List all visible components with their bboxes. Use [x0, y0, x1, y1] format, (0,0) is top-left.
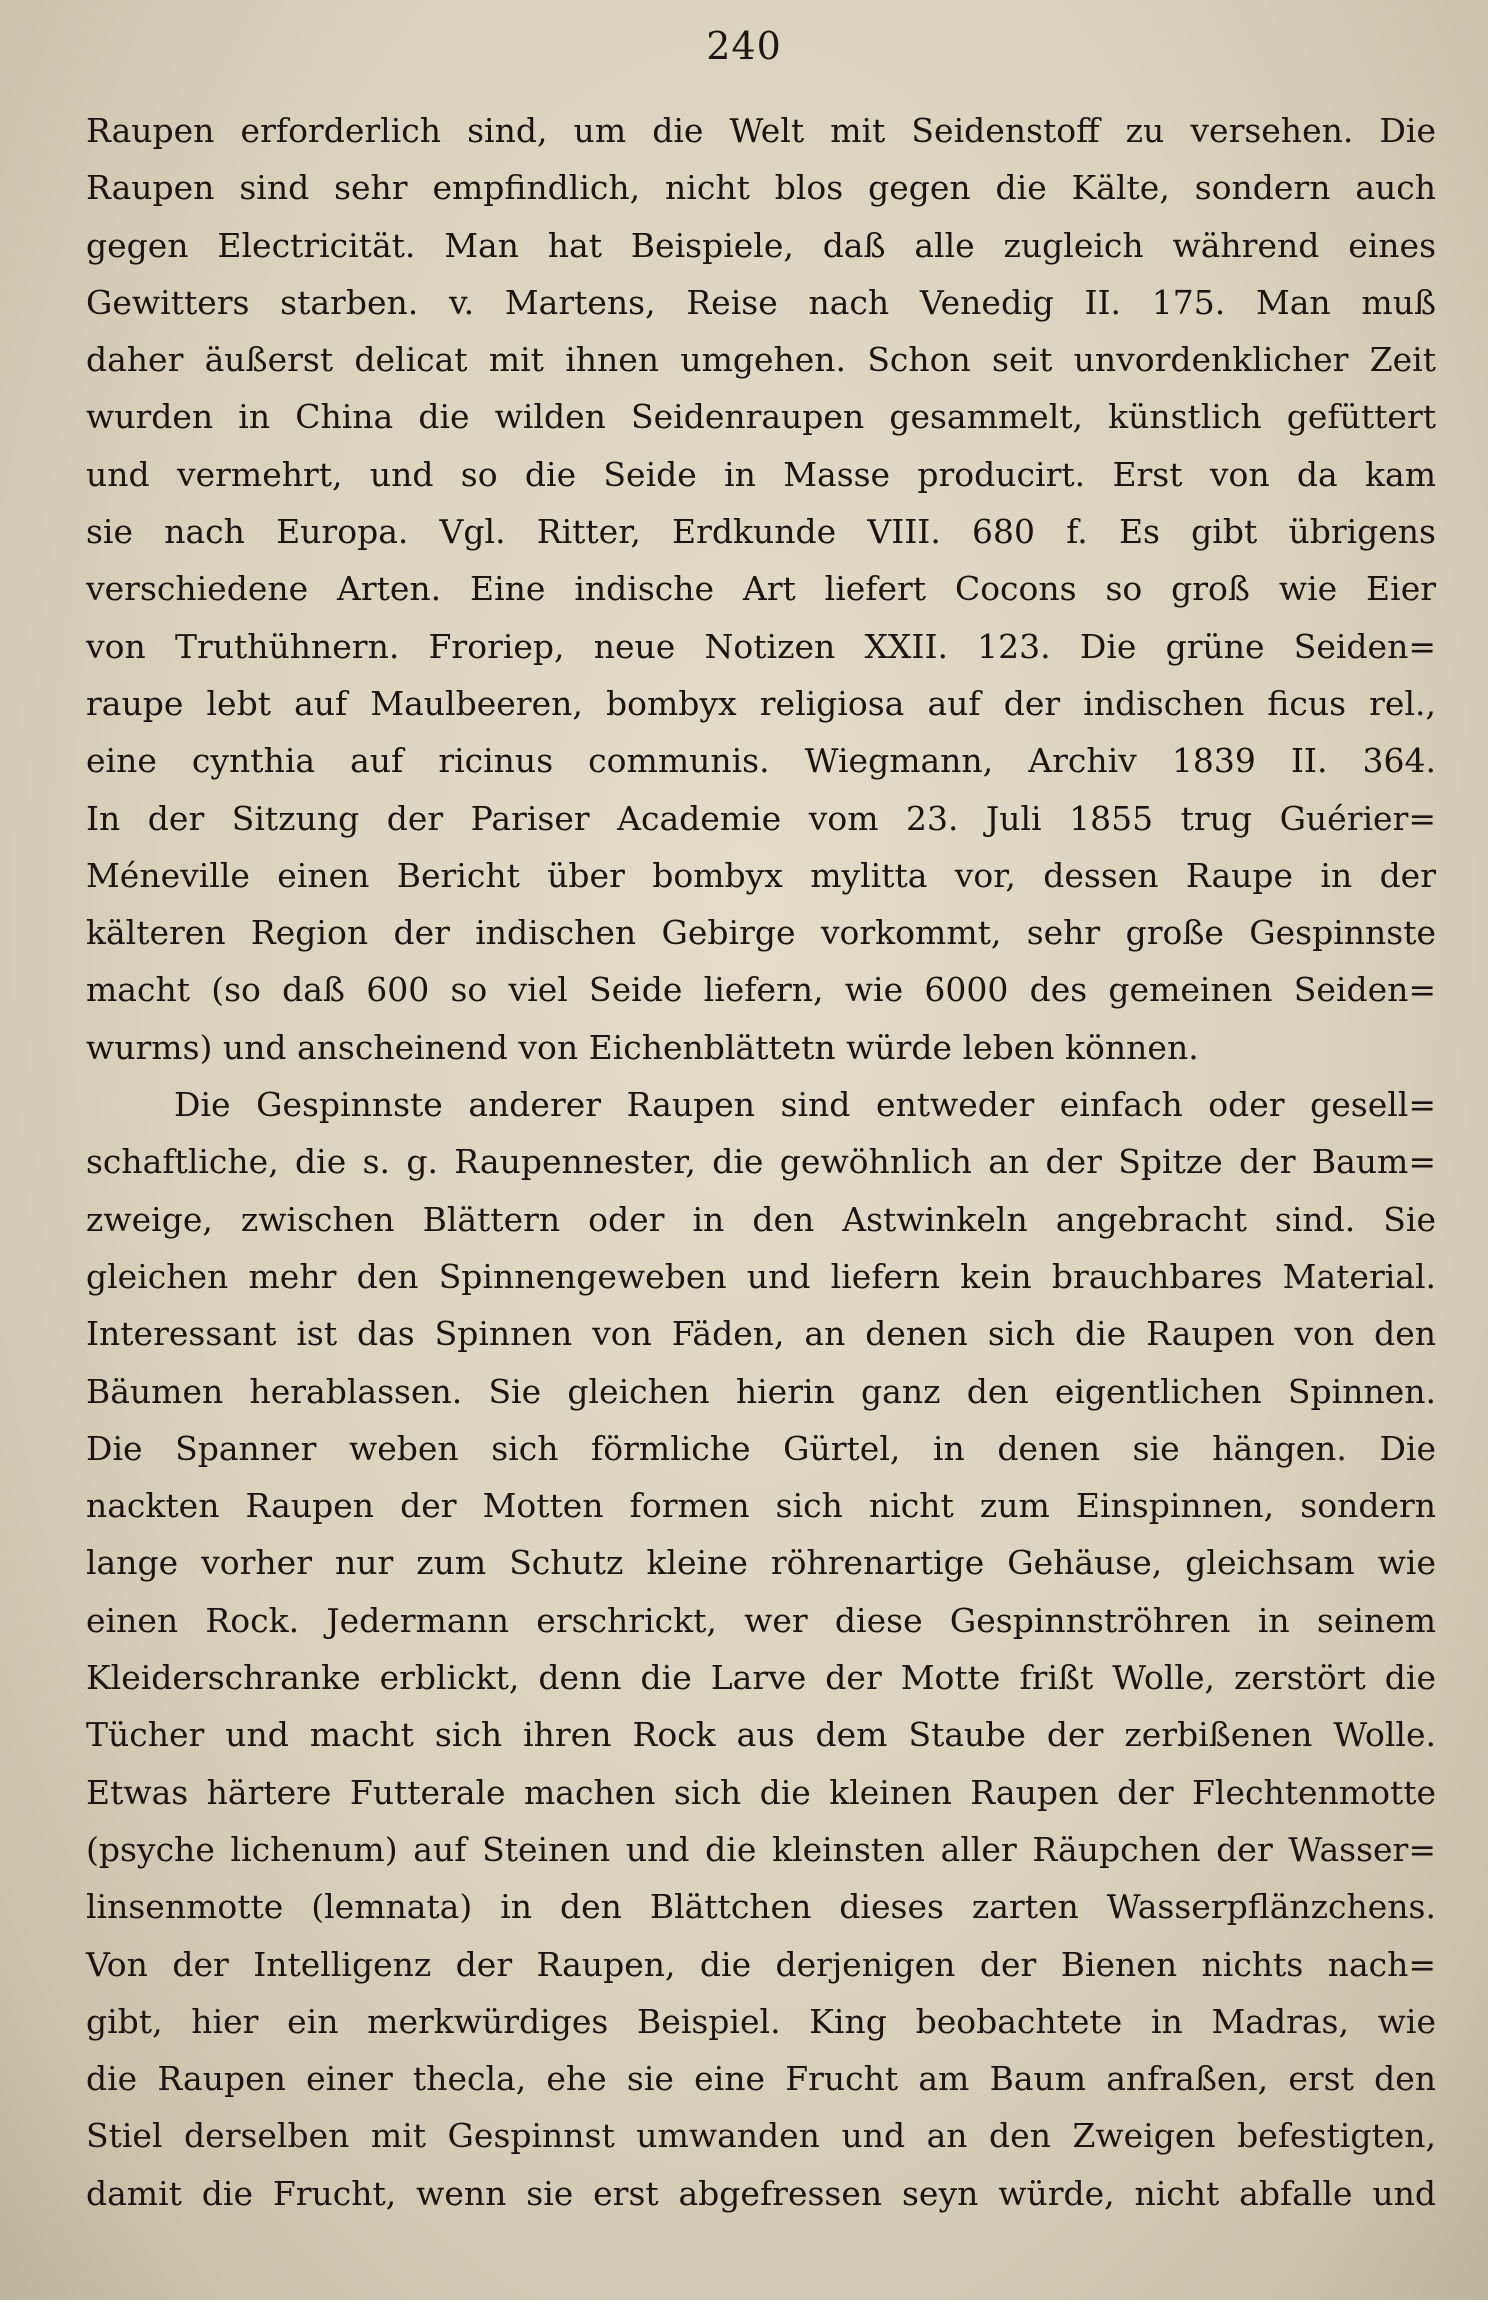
- text-line: Die Spanner weben sich förmliche Gürtel, in denen sie hängen. Die: [86, 1428, 1436, 1468]
- text-line: raupe lebt auf Maulbeeren, bombyx religiosa auf der indischen ficus rel.,: [86, 683, 1436, 723]
- text-line: (psyche lichenum) auf Steinen und die kleinsten aller Räupchen der Wasser=: [86, 1829, 1436, 1869]
- text-line: von Truthühnern. Froriep, neue Notizen XXII. 123. Die grüne Seiden=: [86, 626, 1436, 666]
- text-line: Raupen erforderlich sind, um die Welt mit Seidenstoff zu versehen. Die: [86, 111, 1436, 150]
- text-line: lange vorher nur zum Schutz kleine röhrenartige Gehäuse, gleichsam wie: [86, 1543, 1436, 1583]
- text-line: gegen Electricität. Man hat Beispiele, daß alle zugleich während eines: [86, 225, 1436, 265]
- text-line: wurms) und anscheinend von Eichenblättetn würde leben können.: [86, 1027, 1199, 1067]
- text-line: Interessant ist das Spinnen von Fäden, an denen sich die Raupen von den: [86, 1314, 1436, 1354]
- text-line: Raupen sind sehr empfindlich, nicht blos gegen die Kälte, sondern auch: [86, 168, 1436, 208]
- text-line: damit die Frucht, wenn sie erst abgefressen seyn würde, nicht abfalle und: [86, 2173, 1436, 2213]
- text-line: Tücher und macht sich ihren Rock aus dem Staube der zerbißenen Wolle.: [86, 1715, 1436, 1755]
- text-line: linsenmotte (lemnata) in den Blättchen dieses zarten Wasserpflänzchens.: [86, 1887, 1436, 1927]
- text-line: kälteren Region der indischen Gebirge vorkommt, sehr große Gespinnste: [86, 913, 1436, 953]
- body-text: [86, 102, 1436, 2222]
- text-line: In der Sitzung der Pariser Academie vom 23. Juli 1855 trug Guérier=: [86, 798, 1436, 838]
- text-line: Bäumen herablassen. Sie gleichen hierin ganz den eigentlichen Spinnen.: [86, 1371, 1436, 1411]
- text-line: und vermehrt, und so die Seide in Masse producirt. Erst von da kam: [86, 454, 1436, 494]
- text-line: Die Gespinnste anderer Raupen sind entweder einfach oder gesell=: [174, 1085, 1436, 1125]
- text-line: einen Rock. Jedermann erschrickt, wer diese Gespinnströhren in seinem: [86, 1600, 1436, 1640]
- text-line: daher äußerst delicat mit ihnen umgehen. Schon seit unvordenklicher Zeit: [86, 340, 1436, 380]
- text-line: Méneville einen Bericht über bombyx mylitta vor, dessen Raupe in der: [86, 855, 1436, 895]
- paragraph-2: [86, 1076, 1436, 2222]
- text-line: gibt, hier ein merkwürdiges Beispiel. King beobachtete in Madras, wie: [86, 2001, 1436, 2041]
- paragraph-1: [86, 102, 1436, 1076]
- text-line: zweige, zwischen Blättern oder in den Astwinkeln angebracht sind. Sie: [86, 1199, 1436, 1239]
- text-line: Kleiderschranke erblickt, denn die Larve der Motte frißt Wolle, zerstört die: [86, 1658, 1436, 1698]
- text-line: wurden in China die wilden Seidenraupen gesammelt, künstlich gefüttert: [86, 397, 1436, 437]
- text-line: sie nach Europa. Vgl. Ritter, Erdkunde VIII. 680 f. Es gibt übrigens: [86, 512, 1436, 552]
- text-line: verschiedene Arten. Eine indische Art liefert Cocons so groß wie Eier: [86, 569, 1436, 609]
- text-line: Gewitters starben. v. Martens, Reise nach Venedig II. 175. Man muß: [86, 282, 1436, 322]
- text-line: macht (so daß 600 so viel Seide liefern, wie 6000 des gemeinen Seiden=: [86, 970, 1436, 1010]
- text-line: Etwas härtere Futterale machen sich die kleinen Raupen der Flechtenmotte: [86, 1772, 1436, 1812]
- text-line: gleichen mehr den Spinnengeweben und liefern kein brauchbares Material.: [86, 1256, 1436, 1296]
- page-number: 240: [706, 24, 782, 68]
- text-line: eine cynthia auf ricinus communis. Wiegmann, Archiv 1839 II. 364.: [86, 741, 1436, 781]
- text-line: Von der Intelligenz der Raupen, die derjenigen der Bienen nichts nach=: [86, 1944, 1436, 1984]
- text-line: schaftliche, die s. g. Raupennester, die gewöhnlich an der Spitze der Baum=: [86, 1142, 1436, 1182]
- text-line: Stiel derselben mit Gespinnst umwanden und an den Zweigen befestigten,: [86, 2116, 1436, 2156]
- text-line: die Raupen einer thecla, ehe sie eine Frucht am Baum anfraßen, erst den: [86, 2059, 1436, 2099]
- text-line: nackten Raupen der Motten formen sich nicht zum Einspinnen, sondern: [86, 1486, 1436, 1526]
